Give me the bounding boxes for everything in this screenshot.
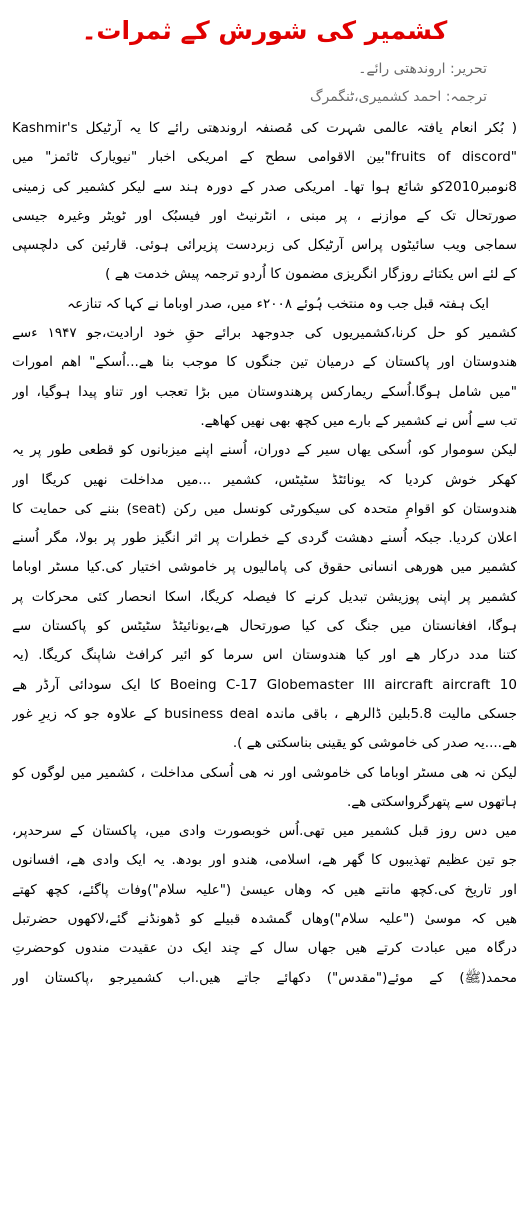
body-text-line: کھکر خوش کردیا کہ یونائٹڈ سٹیٹس، کشمیر ...میں مداخلت نھیں کریگا اور <box>12 471 517 488</box>
body-text-line: ایک ہفتہ قبل جب وہ منتخب ہُوئے ۲۰۰۸ء میں، صدر اوباما نے کہا کہ تنازعہ <box>67 295 489 312</box>
body-text-line: ( بُکر انعام یافتہ عالمی شہرت کی مُصنفہ اروندھتی رائے کا یہ آرٹیکل Kashmir's <box>12 120 517 136</box>
body-text-line: میں دس روز قبل کشمیر میں تھی.اُس خوبصورت وادی میں، پاکستان کے سرحدپر، <box>12 823 517 840</box>
body-text-line: ھندوستان کو اقوامِ متحدہ کی سیکورٹی کونسل میں رکن (seat) بننے کی حمایت کا <box>12 500 517 517</box>
body-text-line: کے لئے اس یکتائے روزگار انگریزی مضمون کا اُردو ترجمہ پیش خدمت ھے ) <box>105 266 517 283</box>
body-text-line: "fruits of discord"بین الاقوامی سطح کے امریکی اخبار "نیویارک ٹائمز" میں <box>12 149 517 166</box>
body-text-line: لیکن نہ ھی مسٹر اوباما کی خاموشی اور نہ ھی اُسکی مداخلت ، کشمیر میں لوگوں کو <box>12 764 517 781</box>
author-line: تحریر: اروندھتی رائے۔ <box>358 61 487 77</box>
body-text-line: سماجی ویب سائیٹوں پراس آرٹیکل کی زبردست پزیرائی ہوئی. قارئین کی دلچسپی <box>12 237 517 254</box>
body-text-line: ھندوستان اور پاکستان کے درمیان تین جنگوں کا موجب بنا ھے...اُسکے" اھم امورات <box>12 354 517 371</box>
body-text-line: کشمیر میں ھورھی انسانی حقوق کی پامالیوں پر خاموشی اختیار کی.کیا مسٹر اوباما <box>12 559 517 576</box>
body-text-line: جو تین عظیم تھذیبوں کا گھر ھے، اسلامی، ھندو اور بودھ. یہ ایک وادی ھے، افسانوں <box>12 852 517 869</box>
translator-line: ترجمہ: احمد کشمیری،ٹنگمرگ <box>309 89 487 105</box>
body-text-line: ہوگا، افغانستان میں جنگ کی کیا صورتحال ھے،یونائیٹڈ سٹیٹس کو پاکستان سے <box>12 618 517 635</box>
body-text-line: ہاتھوں سے پتھرگرواسکتی ھے. <box>346 793 517 810</box>
body-text-line: اعلان کردیا. جبکہ اُسنے دھشت گردی کے خطرات پر اثر انگیز طور پر بولا، مگر اُسنے <box>12 530 517 547</box>
article-body <box>12 114 517 993</box>
body-text-line: صورتحال تک کے موازنے ، پر مبنی ، انٹرنیٹ اور فیسبُک اور ٹویٹر وغیرہ جیسی <box>12 207 517 224</box>
body-text-line: تب سے اُس نے کشمیر کے بارے میں کچھ بھی نھیں کھاھے. <box>200 412 517 429</box>
body-text-line: 8نومبر2010کو شائع ہوا تھا۔ امریکی صدر کے دورہ ہند سے لیکر کشمیر کی زمینی <box>12 178 517 195</box>
body-text-line: کشمیر کو حل کرنا،کشمیریوں کی جدوجھد برائے حقِ خود ارادیت،جو ۱۹۴۷ ءسے <box>12 325 517 342</box>
body-text-line: جسکی مالیت 5.8بلین ڈالرھے ، باقی ماندہ business deal کے علاوہ جو کہ زیرِ غور <box>12 705 517 722</box>
body-text-line: "میں شامل ہوگا.اُسکے ریمارکس پرھندوستان میں بڑا تعجب اور تناو پیدا ہوگیا، اور <box>12 383 517 400</box>
body-text-line: کشمیر پر اپنی پوزیشن تبدیل کرنے کا فیصلہ کریگا، اسکا انحصار کئی محرکات پر <box>12 588 517 605</box>
body-text-line: ھیں کہ موسیٰ ("علیہ سلام")وھاں گمشدہ قبیلے کو ڈھونڈنے گئے،لاکھوں حضرتبل <box>12 911 517 928</box>
body-text-line: کتنا مدد درکار ھے اور کیا ھندوستان اس سرما کو ائیر کرافٹ شاپنگ کریگا. (یہ <box>12 647 517 664</box>
body-text-line: محمد(ﷺ) کے موئے("مقدس") دکھائے جاتے ھیں.اب کشمیرجو ،پاکستان اور <box>12 969 517 986</box>
body-text-line: درگاہ میں عبادت کرتے ھیں جھاں سال کے چند ایک دن عقیدت مندوں کوحضرتِ <box>12 940 517 957</box>
body-text-line: Boeing C-17 Globemaster III aircraft aircraft 10 کا ایک سودائی آرڈر ھے <box>12 676 517 693</box>
article-title: کشمیر کی شورش کے ثمرات۔ <box>81 16 448 45</box>
body-text-line: لیکن سوموار کو، اُسکی یھاں سیر کے دوران، اُسنے اپنے میزبانوں کو قطعی طور پر یہ <box>12 442 517 459</box>
body-text-line: اور تاریخ کی.کچھ مانتے ھیں کہ وھاں عیسیٰ ("علیہ سلام")وفات پاگئے، کچھ کھتے <box>12 881 517 898</box>
body-text-line: ھے....یہ صدر کی خاموشی کو یقینی بناسکتی ھے ). <box>232 735 517 752</box>
